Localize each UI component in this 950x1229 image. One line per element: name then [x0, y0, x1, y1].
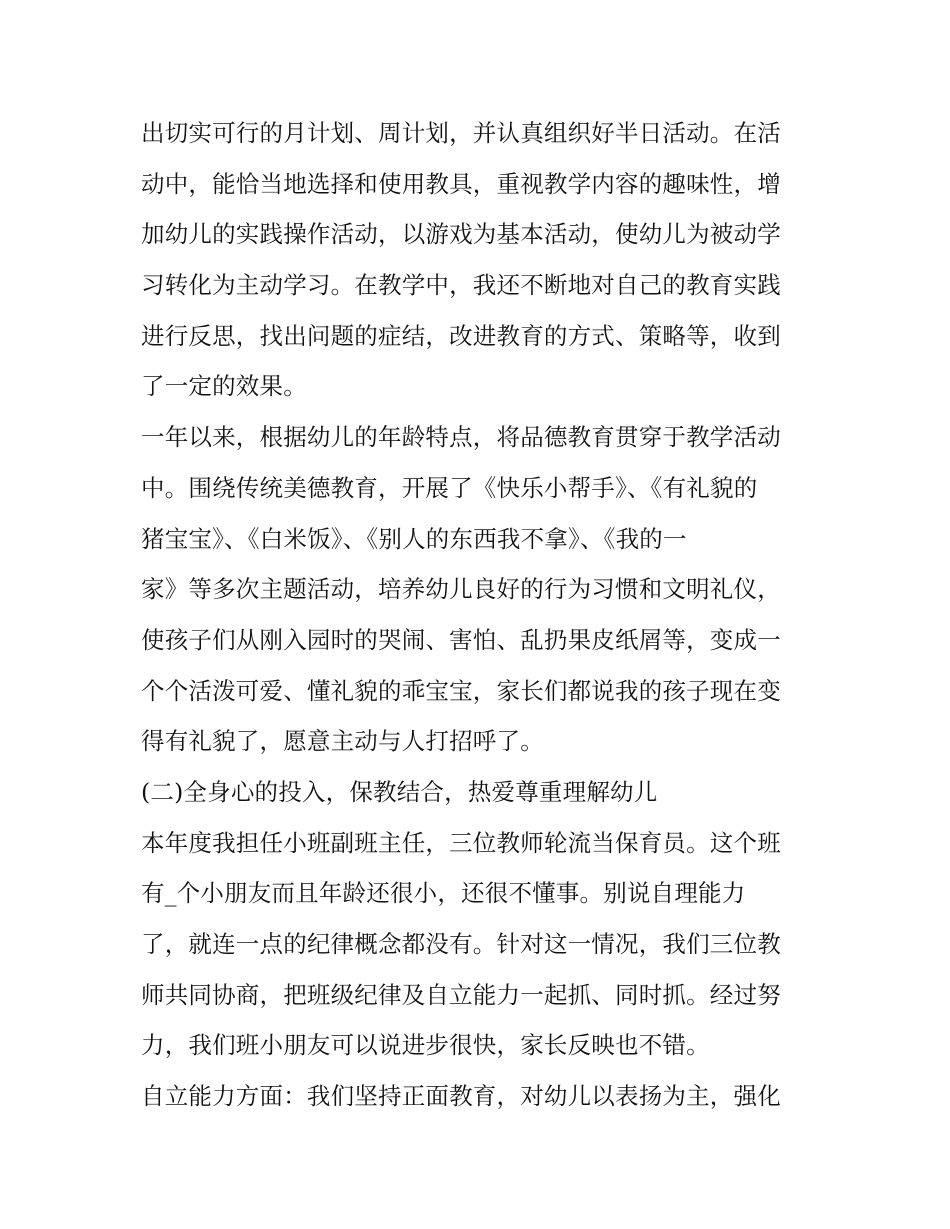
text-line: 个个活泼可爱、懂礼貌的乖宝宝，家长们都说我的孩子现在变 [141, 676, 781, 705]
text-line: 猪宝宝》、《白米饭》、《别人的东西我不拿》、《我的一 [141, 524, 687, 553]
section-heading: (二)全身心的投入，保教结合，热爱尊重理解幼儿 [141, 777, 658, 806]
text-line: 加幼儿的实践操作活动，以游戏为基本活动，使幼儿为被动学 [141, 220, 781, 249]
text-line: 力，我们班小朋友可以说进步很快，家长反映也不错。 [141, 1031, 710, 1060]
document-body [141, 108, 821, 1122]
text-line: 有_个小朋友而且年龄还很小，还很不懂事。别说自理能力 [141, 879, 746, 908]
text-line: 了一定的效果。 [141, 372, 307, 401]
text-line: 得有礼貌了，愿意主动与人打招呼了。 [141, 727, 544, 756]
text-line: 本年度我担任小班副班主任，三位教师轮流当保育员。这个班 [141, 828, 781, 857]
text-line: 师共同协商，把班级纪律及自立能力一起抓、同时抓。经过努 [141, 980, 781, 1009]
text-line: 了，就连一点的纪律概念都没有。针对这一情况，我们三位教 [141, 930, 781, 958]
text-line: 习转化为主动学习。在教学中，我还不断地对自己的教育实践 [141, 271, 781, 300]
text-line: 使孩子们从刚入园时的哭闹、害怕、乱扔果皮纸屑等，变成一 [141, 625, 781, 654]
text-line: 家》等多次主题活动，培养幼儿良好的行为习惯和文明礼仪， [141, 575, 781, 604]
text-line: 出切实可行的月计划、周计划，并认真组织好半日活动。在活 [141, 119, 781, 147]
text-line: 动中，能恰当地选择和使用教具，重视教学内容的趣味性，增 [141, 169, 781, 198]
text-line: 进行反思，找出问题的症结，改进教育的方式、策略等，收到 [141, 321, 781, 350]
text-line: 中。围绕传统美德教育，开展了《快乐小帮手》、《有礼貌的 [141, 473, 758, 502]
text-line: 自立能力方面：我们坚持正面教育，对幼儿以表扬为主，强化 [141, 1082, 781, 1111]
text-line: 一年以来，根据幼儿的年龄特点，将品德教育贯穿于教学活动 [141, 423, 781, 452]
